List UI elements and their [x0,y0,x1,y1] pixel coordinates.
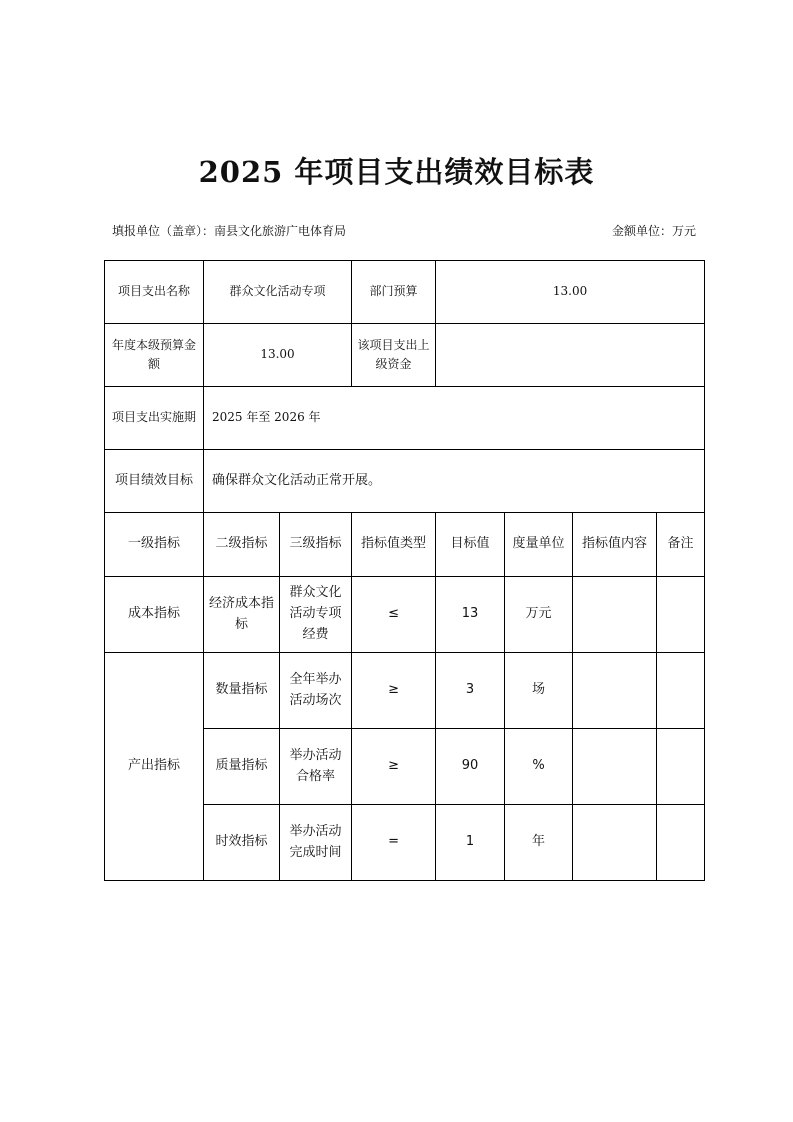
timeliness-note [657,805,705,881]
col-header-target: 目标值 [436,513,505,577]
col-header-level1: 一级指标 [105,513,204,577]
table-row [105,653,705,729]
quality-content [573,729,657,805]
quantity-type: ≥ [352,653,436,729]
cost-content [573,577,657,653]
quantity-target: 3 [436,653,505,729]
quantity-note [657,653,705,729]
col-header-unit: 度量单位 [505,513,573,577]
cost-unit: 万元 [505,577,573,653]
timeliness-content [573,805,657,881]
quality-level2: 质量指标 [204,729,280,805]
annual-budget-value: 13.00 [204,324,352,387]
quality-type: ≥ [352,729,436,805]
cost-note [657,577,705,653]
row-annual-budget [105,324,705,387]
col-header-note: 备注 [657,513,705,577]
cost-type: ≤ [352,577,436,653]
table-row [105,577,705,653]
timeliness-level3: 举办活动完成时间 [280,805,352,881]
timeliness-unit: 年 [505,805,573,881]
row-goal [105,450,705,513]
col-header-type: 指标值类型 [352,513,436,577]
quality-target: 90 [436,729,505,805]
dept-budget-label: 部门预算 [352,261,436,324]
goal-value: 确保群众文化活动正常开展。 [204,450,705,513]
cost-target: 13 [436,577,505,653]
output-level1: 产出指标 [105,653,204,881]
quantity-level3: 全年举办活动场次 [280,653,352,729]
performance-table [104,260,705,881]
goal-label: 项目绩效目标 [105,450,204,513]
superior-funds-label: 该项目支出上级资金 [352,324,436,387]
project-name-label: 项目支出名称 [105,261,204,324]
quality-unit: % [505,729,573,805]
page-title: 2025 年项目支出绩效目标表 [198,155,595,189]
project-name-value: 群众文化活动专项 [204,261,352,324]
period-label: 项目支出实施期 [105,387,204,450]
quality-level3: 举办活动合格率 [280,729,352,805]
cost-level1: 成本指标 [105,577,204,653]
cost-level2: 经济成本指标 [204,577,280,653]
quantity-unit: 场 [505,653,573,729]
dept-budget-value: 13.00 [436,261,705,324]
amount-unit: 金额单位：万元 [611,224,696,238]
header-row [105,513,705,577]
quality-note [657,729,705,805]
row-period [105,387,705,450]
timeliness-target: 1 [436,805,505,881]
superior-funds-value [436,324,705,387]
filing-unit: 填报单位（盖章）：南县文化旅游广电体育局 [112,224,347,238]
timeliness-type: = [352,805,436,881]
row-project-name [105,261,705,324]
period-value: 2025 年至 2026 年 [204,387,705,450]
annual-budget-label: 年度本级预算金额 [105,324,204,387]
col-header-level3: 三级指标 [280,513,352,577]
quantity-content [573,653,657,729]
quantity-level2: 数量指标 [204,653,280,729]
timeliness-level2: 时效指标 [204,805,280,881]
cost-level3: 群众文化活动专项经费 [280,577,352,653]
col-header-content: 指标值内容 [573,513,657,577]
col-header-level2: 二级指标 [204,513,280,577]
